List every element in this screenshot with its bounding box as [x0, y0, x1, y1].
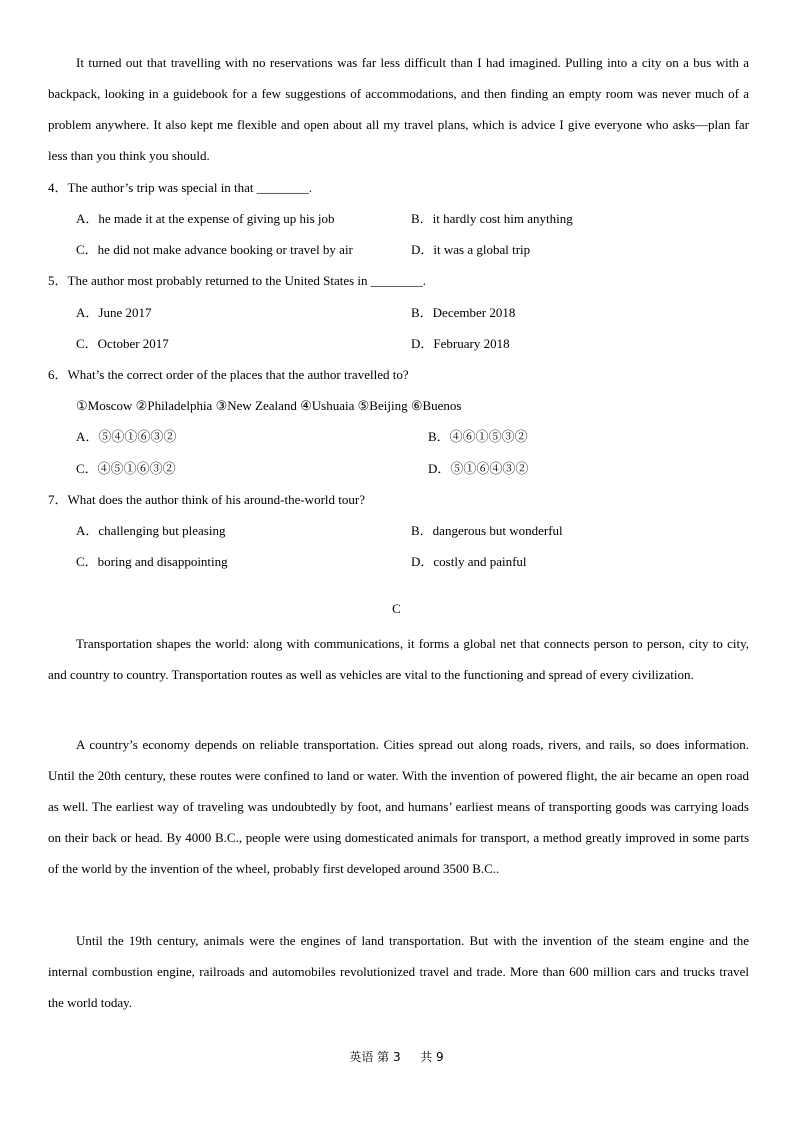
question-5-stem: 5．The author most probably returned to the United States in ________. [48, 273, 427, 288]
question-6-option-a[interactable]: A．⑤④①⑥③② [76, 429, 177, 444]
question-5-option-b[interactable]: B．December 2018 [411, 305, 516, 320]
question-7-option-a[interactable]: A．challenging but pleasing [76, 523, 226, 538]
question-4-option-b[interactable]: B．it hardly cost him anything [411, 211, 573, 226]
question-6-stem: 6．What’s the correct order of the places that the author travelled to? [48, 367, 409, 382]
question-4-option-a[interactable]: A．he made it at the expense of giving up his job [76, 211, 335, 226]
question-6-places-list: ①Moscow ②Philadelphia ③New Zealand ④Ushuaia ⑤Beijing ⑥Buenos [76, 398, 462, 413]
question-4-stem: 4．The author’s trip was special in that ________. [48, 180, 313, 195]
section-c-paragraph-1: Transportation shapes the world: along with communications, it forms a global net that connects person to person, city to city, and country to country. Transportation routes as well as vehicles are vital to the functioning and spread of every civilization. [48, 636, 749, 682]
question-6-option-c[interactable]: C．④⑤①⑥③② [76, 461, 176, 476]
question-7-option-b[interactable]: B．dangerous but wonderful [411, 523, 563, 538]
section-c-paragraph-3: Until the 19th century, animals were the engines of land transportation. But with the invention of the steam engine and the internal combustion engine, railroads and automobiles revolutionized travel and trade. More than 600 million cars and trucks travel the world today. [48, 933, 749, 1010]
question-7-option-c[interactable]: C．boring and disappointing [76, 554, 228, 569]
question-4-option-d[interactable]: D．it was a global trip [411, 242, 531, 257]
question-6-option-d[interactable]: D．⑤①⑥④③② [428, 461, 529, 476]
question-5-option-d[interactable]: D．February 2018 [411, 336, 510, 351]
question-7-stem: 7．What does the author think of his around-the-world tour? [48, 492, 365, 507]
passage-b-final-paragraph: It turned out that travelling with no reservations was far less difficult than I had imagined. Pulling into a city on a bus with a backpack, looking in a guidebook for a few suggestions of accommodations, and then finding an empty room was never much of a problem anywhere. It also kept me flexible and open about all my travel plans, which is advice I give everyone who asks—plan far less than you think you should. [48, 55, 749, 163]
question-7-option-d[interactable]: D．costly and painful [411, 554, 527, 569]
page-footer: 英语 第 3 共 9 [349, 1050, 444, 1064]
section-c-paragraph-2: A country’s economy depends on reliable transportation. Cities spread out along roads, rivers, and rails, so does information. Until the 20th century, these routes were confined to land or water. With the invention of powered flight, the air became an open road as well. The earliest way of traveling was undoubtedly by foot, and humans’ earliest means of transporting goods was carrying loads on their back or head. By 4000 B.C., people were using domesticated animals for transport, a method greatly improved in some parts of the world by the invention of the wheel, probably first developed around 3500 B.C.. [48, 737, 749, 876]
question-5-option-c[interactable]: C．October 2017 [76, 336, 169, 351]
question-4-option-c[interactable]: C．he did not make advance booking or travel by air [76, 242, 353, 257]
section-c-heading: C [392, 601, 401, 616]
question-6-option-b[interactable]: B．④⑥①⑤③② [428, 429, 528, 444]
question-5-option-a[interactable]: A．June 2017 [76, 305, 152, 320]
